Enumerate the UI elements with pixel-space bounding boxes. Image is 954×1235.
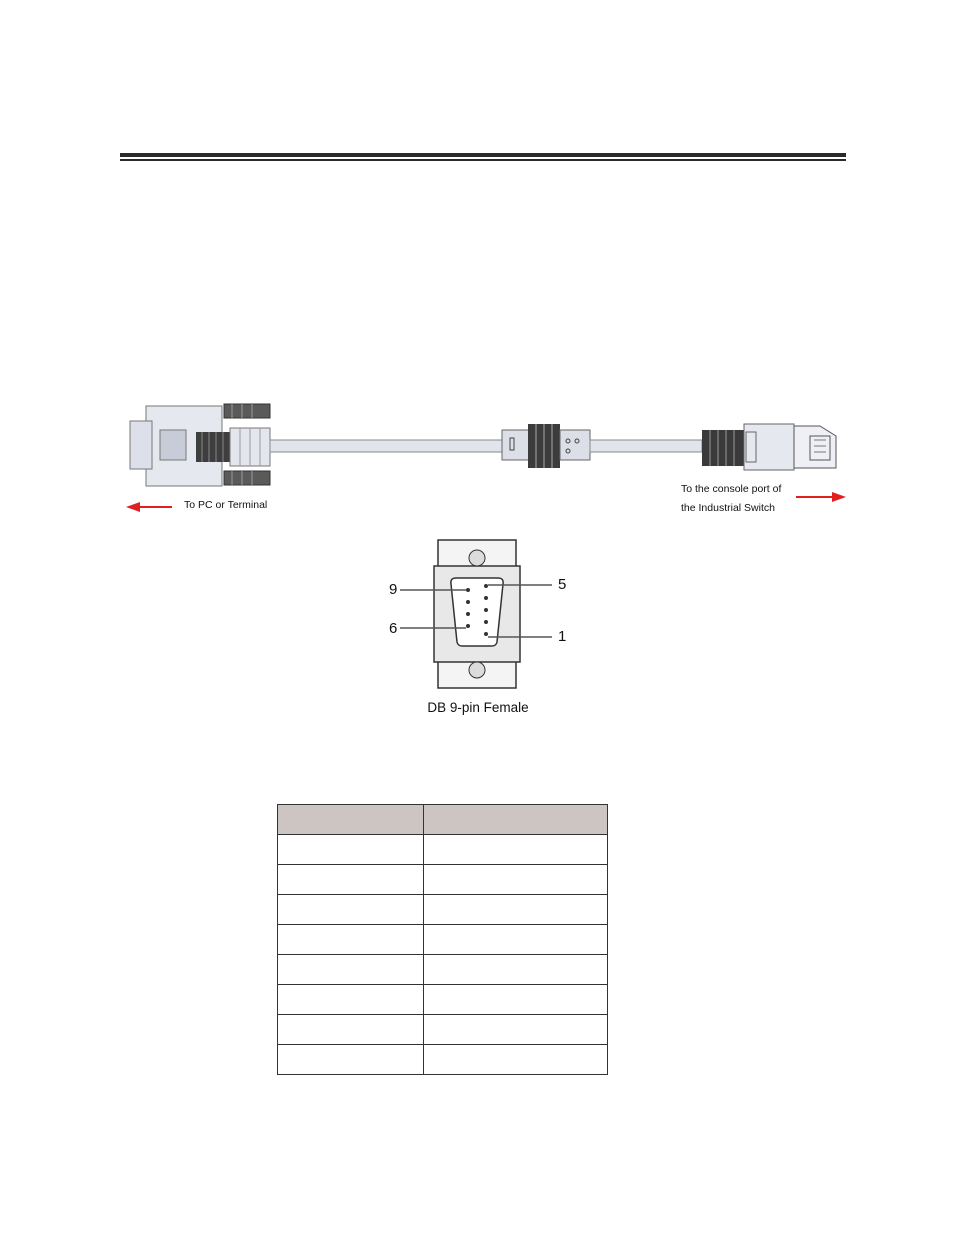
pin-1-label: 1 bbox=[558, 628, 567, 645]
header-rule bbox=[120, 153, 846, 161]
pin-9-label: 9 bbox=[389, 581, 398, 598]
table-row bbox=[278, 1015, 608, 1045]
arrow-left-icon bbox=[126, 502, 172, 512]
db9-pinout-figure bbox=[376, 536, 576, 724]
table-cell bbox=[278, 865, 424, 895]
table-cell bbox=[424, 1045, 608, 1075]
cable-line bbox=[590, 440, 702, 452]
table-cell bbox=[278, 835, 424, 865]
ferrite-bead-icon bbox=[502, 424, 590, 468]
table-cell bbox=[278, 895, 424, 925]
pin-assignment-table bbox=[277, 804, 608, 1075]
to-console-port-label-line1: To the console port of bbox=[681, 483, 782, 495]
table-cell bbox=[424, 925, 608, 955]
table-cell bbox=[278, 1045, 424, 1075]
table-cell bbox=[278, 955, 424, 985]
table-cell bbox=[424, 865, 608, 895]
table-cell bbox=[424, 895, 608, 925]
table-cell bbox=[424, 835, 608, 865]
table-cell bbox=[278, 925, 424, 955]
table-header-cell bbox=[278, 805, 424, 835]
pin-5-label: 5 bbox=[558, 576, 567, 593]
header-rule-thick bbox=[120, 153, 846, 157]
db9-connector-icon bbox=[130, 404, 270, 486]
pin-6-label: 6 bbox=[389, 620, 398, 637]
table-row bbox=[278, 955, 608, 985]
table-row bbox=[278, 1045, 608, 1075]
table-row bbox=[278, 835, 608, 865]
cable-line bbox=[270, 440, 502, 452]
header-rule-thin bbox=[120, 159, 846, 161]
table-row bbox=[278, 925, 608, 955]
to-console-port-label bbox=[681, 480, 781, 518]
table-header-cell bbox=[424, 805, 608, 835]
table-row bbox=[278, 985, 608, 1015]
console-cable-figure bbox=[120, 396, 846, 520]
db9-caption: DB 9-pin Female bbox=[427, 700, 529, 715]
table-cell bbox=[278, 1015, 424, 1045]
to-pc-label: To PC or Terminal bbox=[184, 499, 268, 511]
db9-female-connector-icon bbox=[376, 536, 576, 696]
table-row bbox=[278, 865, 608, 895]
table-cell bbox=[278, 985, 424, 1015]
arrow-right-icon bbox=[796, 492, 846, 502]
table-cell bbox=[424, 985, 608, 1015]
table-cell bbox=[424, 955, 608, 985]
table-header-row bbox=[278, 805, 608, 835]
table-cell bbox=[424, 1015, 608, 1045]
to-console-port-label-line2: the Industrial Switch bbox=[681, 502, 775, 514]
rj45-connector-icon bbox=[702, 424, 836, 470]
table-row bbox=[278, 895, 608, 925]
